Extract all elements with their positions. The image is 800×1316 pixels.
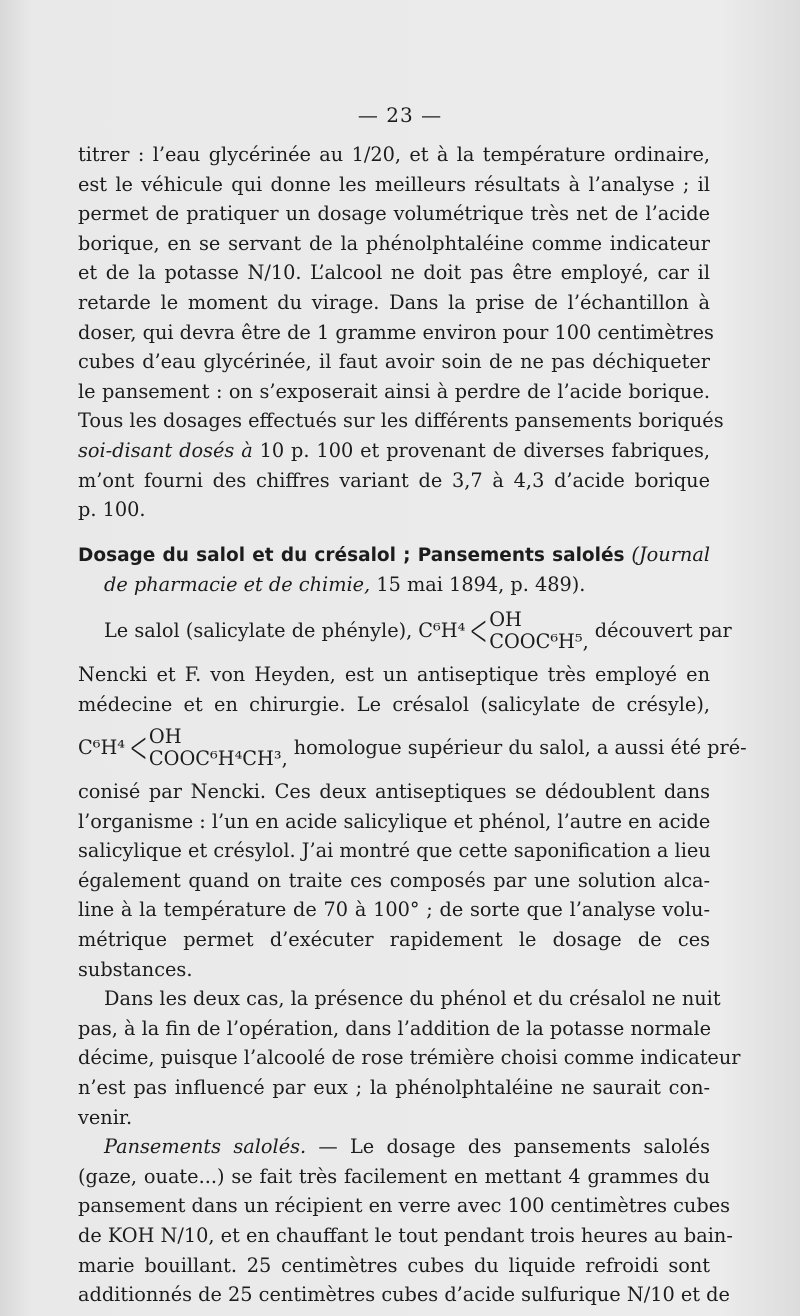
text-line — [78, 466, 710, 496]
text-line: cubes d’eau glycérinée, il faut avoir soin de ne pas déchiqueter — [78, 350, 710, 374]
text-line: n’est pas influencé par eux ; la phénolphtaléine ne saurait con- — [78, 1076, 710, 1100]
formula-top: OH — [148, 725, 182, 749]
formula-prefix: Le salol (salicylate de phényle), — [104, 619, 413, 643]
formula-bracket: < — [469, 604, 488, 656]
formula-suffix: découvert par — [594, 619, 732, 643]
text-line: pas, à la fin de l’opération, dans l’addition de la potasse normale — [78, 1016, 712, 1040]
formula-bracket: < — [129, 722, 148, 774]
formula-base: C⁶H⁴ — [418, 619, 466, 643]
text-line: de KOH N/10, et en chauffant le tout pendant trois heures au bain- — [78, 1224, 733, 1247]
page-body — [78, 140, 747, 1310]
heading-citation — [78, 570, 710, 600]
cresalol-formula — [78, 722, 288, 774]
text-line: permet de pratiquer un dosage volumétrique très net de l’acide — [78, 202, 710, 226]
citation-date: 15 mai 1894, p. 489). — [370, 573, 586, 597]
text-line: l’organisme : l’un en acide salicylique et phénol, l’autre en acide — [78, 809, 711, 833]
text-line: retarde le moment du virage. Dans la prise de l’échantillon à — [78, 290, 710, 314]
formula-bottom: COOC⁶H⁴CH³, — [148, 747, 288, 771]
section-heading — [78, 540, 710, 571]
text-line: Nencki et F. von Heyden, est un antiseptique très employé en — [78, 662, 710, 686]
text-line: médecine et en chirurgie. Le crésalol (salicylate de crésyle), — [78, 692, 710, 716]
text-line: pansement dans un récipient en verre avec 100 centimètres cubes — [78, 1194, 730, 1218]
formula-base: C⁶H⁴ — [78, 736, 126, 760]
text-line: conisé par Nencki. Ces deux antiseptiques se dédoublent dans — [78, 780, 710, 804]
text-line: également quand on traite ces composés par une solution alca- — [78, 868, 710, 892]
text-line: Dans les deux cas, la présence du phénol et du crésalol ne nuit — [104, 987, 721, 1011]
text-line: Tous les dosages effectués sur les différents pansements boriqués — [78, 409, 724, 433]
text-line: titrer : l’eau glycérinée au 1/20, et à la température ordinaire, — [78, 143, 710, 166]
page-number: — 23 — — [357, 103, 443, 127]
text-run: 10 p. 100 et provenant de diverses fabriques, — [252, 438, 711, 462]
text-line: borique, en se servant de la phénolphtaléine comme indicateur — [78, 231, 710, 255]
journal-title-cont: de pharmacie et de chimie, — [104, 573, 371, 597]
formula-line-salol — [78, 602, 732, 660]
text-line: (gaze, ouate...) se fait très facilement en mettant 4 grammes du — [78, 1164, 710, 1188]
formula-top: OH — [489, 607, 522, 631]
text-line — [78, 1132, 710, 1162]
text-line — [78, 436, 710, 466]
heading-bold: Dosage du salol et du crésalol ; Pansements salolés — [78, 544, 625, 566]
text-line: salicylique et crésylol. J’ai montré que cette saponification a lieu — [78, 839, 711, 863]
italic-text: Pansements salolés. — [104, 1135, 307, 1159]
text-line: marie bouillant. 25 centimètres cubes du liquide refroidi sont — [78, 1253, 710, 1277]
text-line: le pansement : on s’exposerait ainsi à perdre de l’acide borique. — [78, 379, 710, 403]
journal-title: (Journal — [631, 542, 710, 566]
text-run: fourni des chiffres variant de 3,7 à 4,3 d’acide borique — [143, 468, 710, 492]
text-line: et de la potasse N/10. L’alcool ne doit pas être employé, car il — [78, 261, 710, 285]
text-line: substances. — [78, 957, 193, 981]
text-line: métrique permet d’exécuter rapidement le dosage de ces — [78, 928, 710, 952]
text-line: line à la température de 70 à 100° ; de sorte que l’analyse volu- — [78, 898, 710, 922]
italic-text: soi-disant dosés à — [78, 438, 253, 462]
formula-suffix: homologue supérieur du salol, a aussi été pré- — [293, 736, 747, 760]
text-line: décime, puisque l’alcoolé de rose trémière choisi comme indicateur — [78, 1046, 741, 1070]
formula-line-cresalol — [78, 719, 747, 777]
text-line: doser, qui devra être de 1 gramme environ pour 100 centimètres — [78, 320, 714, 344]
text-run: m’ont — [78, 468, 144, 492]
text-line: est le véhicule qui donne les meilleurs résultats à l’analyse ; il — [78, 172, 710, 196]
text-line: additionnés de 25 centimètres cubes d’acide sulfurique N/10 et de — [78, 1283, 730, 1307]
salol-formula — [418, 604, 589, 656]
text-run: — Le dosage des pansements salolés — [306, 1135, 710, 1159]
text-line: venir. — [78, 1105, 133, 1129]
formula-bottom: COOC⁶H⁵, — [489, 629, 589, 653]
text-line: p. 100. — [78, 498, 146, 522]
